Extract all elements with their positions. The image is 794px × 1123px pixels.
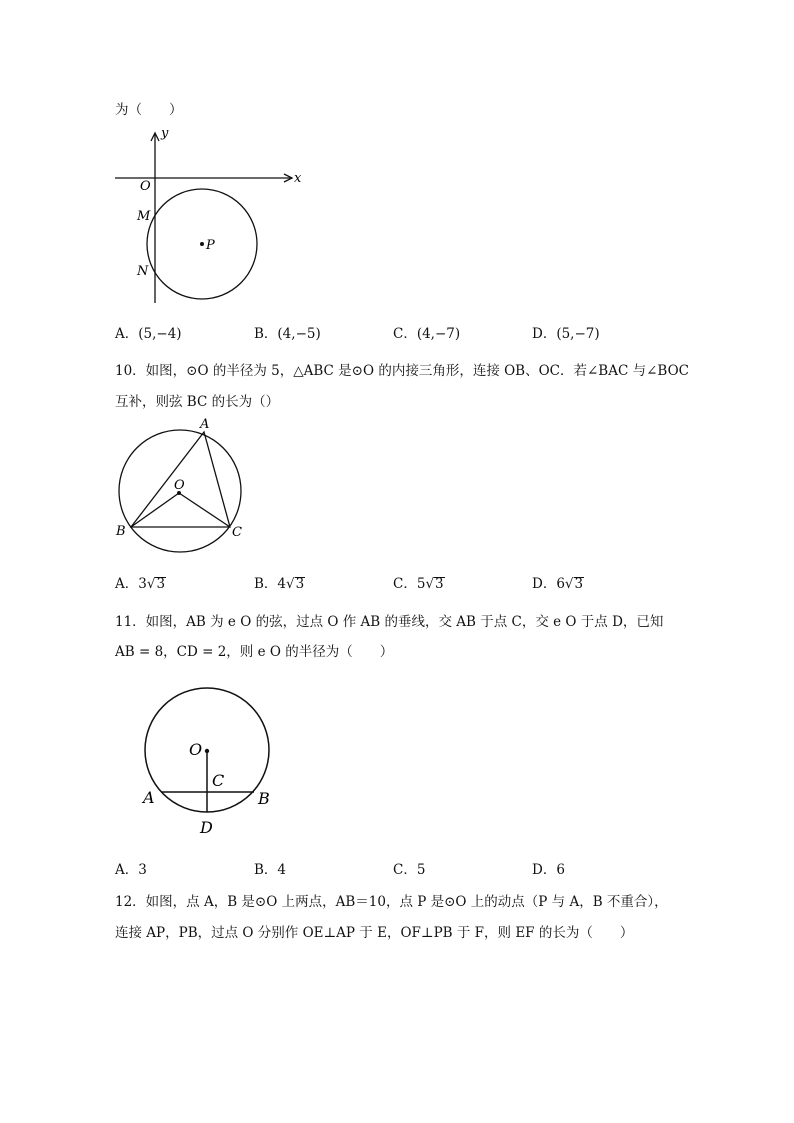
q10-label-o: O: [174, 478, 185, 493]
q11-label-b: B: [258, 789, 270, 808]
q12-text-line2: 连接 AP，PB，过点 O 分别作 OE⊥AP 于 E，OF⊥PB 于 F，则 EF 的长为（ ）: [115, 925, 634, 941]
q10-label-c: C: [232, 525, 242, 540]
q11-text-line2: AB = 8，CD = 2，则 e O 的半径为（ ）: [115, 644, 394, 660]
q9-label-n: N: [137, 264, 149, 279]
q11-text-line1: 11．如图，AB 为 e O 的弦，过点 O 作 AB 的垂线，交 AB 于点 C，交 e O 于点 D，已知: [115, 614, 664, 630]
q11-label-o: O: [189, 740, 203, 759]
q11-option-d[interactable]: D．6: [532, 862, 565, 878]
q10-option-b-coef: 4: [277, 576, 287, 592]
q11-option-a[interactable]: A．3: [115, 862, 147, 878]
q9-option-c[interactable]: C．(4,−7): [393, 326, 461, 342]
q9-option-a[interactable]: A．(5,−4): [115, 326, 182, 342]
q10-segment-ob: [131, 493, 179, 527]
q10-options: [115, 572, 675, 592]
q11-label-c: C: [212, 771, 225, 790]
q11-options: [115, 858, 675, 878]
q9-label-y: y: [161, 126, 169, 141]
q10-option-d-coef: 6: [556, 576, 565, 592]
q9-text-tail: 为（ ）: [115, 102, 183, 118]
q9-option-d[interactable]: D．(5,−7): [532, 326, 600, 342]
q10-option-c-radicand: 3: [435, 576, 444, 592]
q10-option-d-letter: D．: [532, 576, 557, 592]
q11-option-c[interactable]: C．5: [393, 862, 426, 878]
q10-option-b-letter: B．: [254, 576, 278, 592]
q9-label-m: M: [137, 209, 151, 224]
q10-option-b[interactable]: B．4√3: [254, 576, 305, 592]
q9-label-p: P: [206, 238, 215, 253]
q10-label-b: B: [116, 524, 126, 539]
q11-center-o: [205, 749, 209, 753]
q9-label-o: O: [140, 179, 151, 194]
q10-option-c-coef: 5: [416, 576, 426, 592]
q9-figure: [110, 125, 310, 310]
q10-option-b-radicand: 3: [295, 576, 305, 592]
q10-option-a-coef: 3: [138, 576, 147, 592]
q10-text-line1: 10．如图，⊙O 的半径为 5，△ABC 是⊙O 的内接三角形，连接 OB、OC．若∠BAC 与∠BOC: [115, 363, 689, 379]
q10-option-a[interactable]: A．3√3: [115, 576, 166, 592]
q10-option-d-radicand: 3: [574, 576, 584, 592]
q11-label-a: A: [143, 788, 155, 807]
q10-label-a: A: [200, 417, 210, 432]
q10-text-line2: 互补，则弦 BC 的长为（）: [115, 394, 280, 410]
q10-option-c[interactable]: C．5√3: [393, 576, 444, 592]
q10-option-a-letter: A．: [115, 576, 139, 592]
q9-label-x: x: [294, 171, 302, 186]
q10-option-d[interactable]: D．6√3: [532, 576, 584, 592]
q11-figure: [135, 685, 285, 840]
q11-label-d: D: [200, 818, 213, 837]
q10-option-c-letter: C．: [393, 576, 417, 592]
q12-text-line1: 12．如图，点 A，B 是⊙O 上两点，AB＝10，点 P 是⊙O 上的动点（P 与 A，B 不重合），: [115, 894, 668, 910]
q11-option-b[interactable]: B．4: [254, 862, 287, 878]
q10-option-a-radicand: 3: [156, 576, 166, 592]
q9-center-p: [200, 242, 204, 246]
q10-figure: [110, 415, 250, 560]
q9-option-b[interactable]: B．(4,−5): [254, 326, 321, 342]
q9-options: [115, 322, 675, 342]
